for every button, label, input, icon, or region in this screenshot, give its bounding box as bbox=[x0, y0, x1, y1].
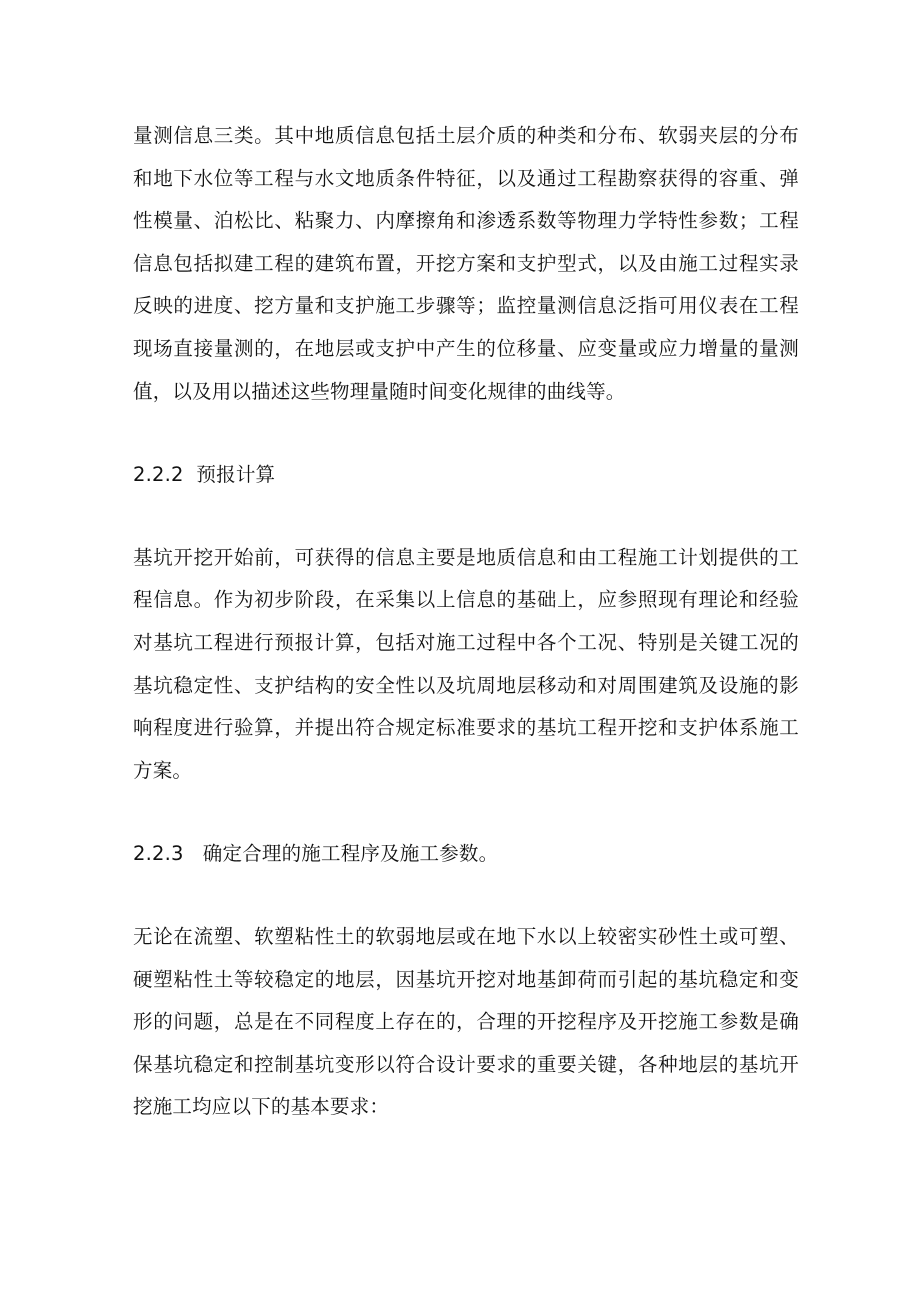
section-heading-2-2-2: 2.2.2 预报计算 bbox=[133, 463, 276, 487]
document-body bbox=[133, 115, 799, 1129]
paragraph-monitoring-info: 量测信息三类。其中地质信息包括土层介质的种类和分布、软弱夹层的分布和地下水位等工程与水文地质条件特征，以及通过工程勘察获得的容重、弹性模量、泊松比、粘聚力、内摩擦角和渗透系数等物理力学特性参数；工程信息包括拟建工程的建筑布置，开挖方案和支护型式，以及由施工过程实录反映的进度、挖方量和支护施工步骤等；监控量测信息泛指可用仪表在工程现场直接量测的，在地层或支护中产生的位移量、应变量或应力增量的量测值，以及用以描述这些物理量随时间变化规律的曲线等。 bbox=[133, 124, 799, 403]
paragraph-construction-procedure: 无论在流塑、软塑粘性土的软弱地层或在地下水以上较密实砂性土或可塑、硬塑粘性土等较稳定的地层，因基坑开挖对地基卸荷而引起的基坑稳定和变形的问题，总是在不同程度上存在的，合理的开挖程序及开挖施工参数是确保基坑稳定和控制基坑变形以符合设计要求的重要关键，各种地层的基坑开挖施工均应以下的基本要求： bbox=[133, 924, 799, 1119]
paragraph-prediction-calculation: 基坑开挖开始前，可获得的信息主要是地质信息和由工程施工计划提供的工程信息。作为初步阶段，在采集以上信息的基础上，应参照现有理论和经验对基坑工程进行预报计算，包括对施工过程中各个工况、特别是关键工况的基坑稳定性、支护结构的安全性以及坑周地层移动和对周围建筑及设施的影响程度进行验算，并提出符合规定标准要求的基坑工程开挖和支护体系施工方案。 bbox=[133, 545, 799, 782]
section-heading-2-2-3: 2.2.3 确定合理的施工程序及施工参数。 bbox=[133, 842, 499, 866]
